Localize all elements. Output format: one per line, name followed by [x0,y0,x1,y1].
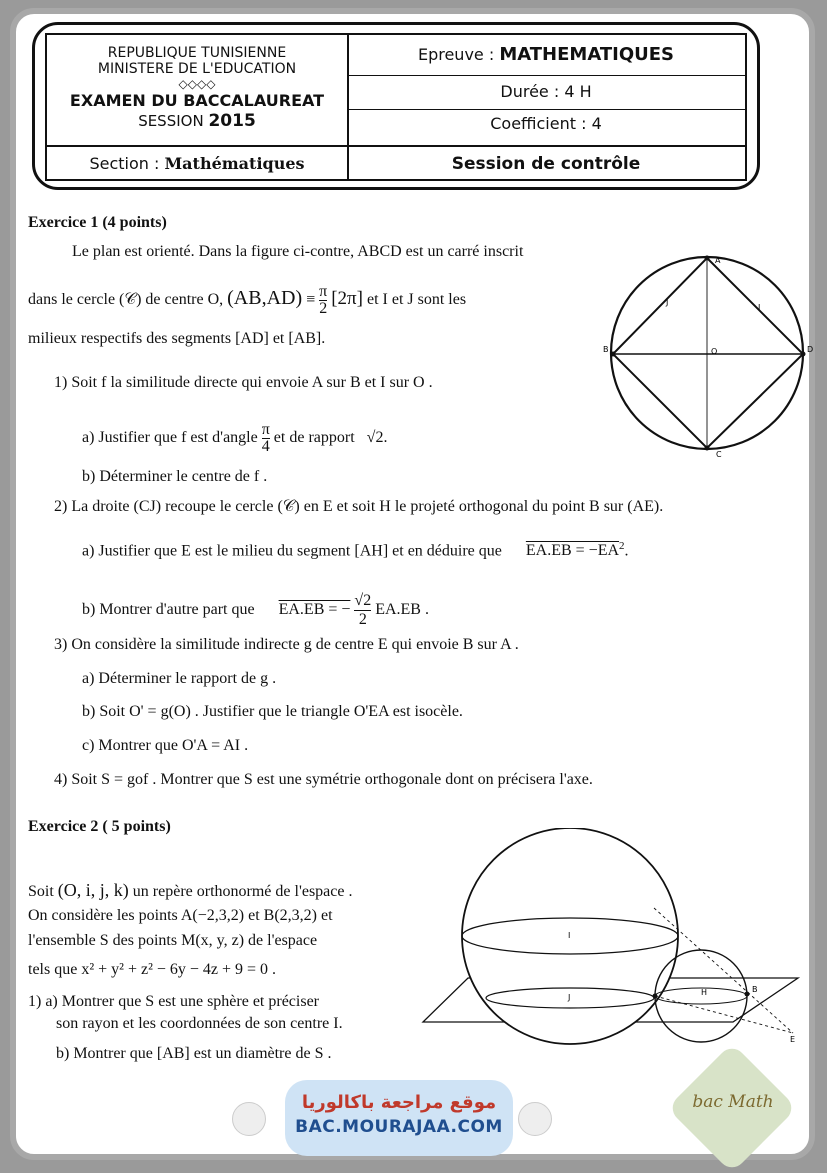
ex1-q1: 1) Soit f la similitude directe qui envoie A sur B et I sur O . [54,374,433,391]
epreuve-row [347,35,745,76]
ex1-q3c: c) Montrer que O'A = AI . [82,737,249,754]
q1a-den: 4 [261,438,270,455]
point-sphere-left [653,994,658,999]
session-label: SESSION [138,112,204,130]
q2b-lhs: EA.EB = − [278,601,351,619]
ex2-l1a: Soit [28,883,54,900]
point-b [611,352,616,357]
session-year: 2015 [208,111,256,131]
ex1-q2: 2) La droite (CJ) recoupe le cercle (𝒞) en E et soit H le projeté orthogonal du point B sur (AE). [54,498,664,515]
angle-vectors: (AB,AD) [227,287,303,310]
square-abcd [613,258,803,448]
sqrt-two: √2 [366,429,384,447]
header-left [47,35,349,145]
ex2-frame: (O, i, j, k) [57,880,129,900]
ex2-q1a-cont: son rayon et les coordonnées de son centre I. [56,1015,343,1032]
ex1-intro2c: et I et J sont les [366,291,467,309]
epreuve-value: MATHEMATIQUES [499,44,675,65]
ex2-line4: tels que x² + y² + z² − 6y − 4z + 9 = 0 . [28,961,277,978]
q1a-dot: . [383,429,388,447]
ex1-q1b: b) Déterminer le centre de f . [82,468,268,485]
q2a-dot: . [624,542,629,560]
ex1-q3: 3) On considère la similitude indirecte g de centre E qui envoie B sur A . [54,636,519,653]
q2a-exp: 2 [619,540,625,552]
header-right [347,35,745,145]
fraction-pi-2 [319,284,327,317]
ex1-q2a [82,540,629,560]
label-d: D [807,345,814,354]
fraction-den: 2 [319,300,328,317]
fraction-pi-4 [262,422,270,455]
point-d [801,352,806,357]
ex1-q3a: a) Déterminer le rapport de g . [82,670,277,687]
ex1-intro-line3: milieux respectifs des segments [AD] et [AB]. [28,330,326,347]
point-c [705,446,710,451]
label-o: O [711,347,718,356]
line-be-dashed [655,996,793,1033]
exam-line: EXAMEN DU BACCALAUREAT [69,91,325,110]
q2b-den: 2 [358,611,367,628]
ex1-intro2a: dans le cercle ( [28,291,125,309]
ministry-line: MINISTERE DE L'EDUCATION [97,61,297,77]
ex1-intro-line1: Le plan est orienté. Dans la figure ci-contre, ABCD est un carré inscrit [72,243,524,260]
point-b2 [745,992,750,997]
bac-math-text: bac Math [692,1092,774,1112]
ex1-q3b: b) Soit O' = g(O) . Justifier que le triangle O'EA est isocèle. [82,703,463,720]
q1a-post: et de rapport [273,429,355,447]
label-b: B [603,345,609,354]
ex2-q1a: 1) a) Montrer que S est une sphère et préciser [28,993,319,1010]
point-a [705,256,710,261]
coefficient-row: Coefficient : 4 [490,114,602,133]
ex1-q4: 4) Soit S = gof . Montrer que S est une symétrie orthogonale dont on précisera l'axe. [54,771,593,788]
q2a-expr: EA.EB = −EA [525,542,620,560]
site-url[interactable]: BAC.MOURAJAA.COM [295,1117,503,1137]
site-banner[interactable] [285,1080,513,1156]
q2b-rhs: EA.EB . [375,601,429,619]
epreuve-label: Epreuve : [417,45,495,64]
ex1-q2b [82,592,429,629]
fraction-num: π [319,283,328,300]
circle-symbol: 𝒞 [124,291,137,309]
ornament-line: ◇◇◇◇ [178,77,216,91]
label-j: J [666,298,669,307]
ex2-line2: On considère les points A(−2,3,2) et B(2,3,2) et [28,907,333,924]
fraction-sqrt2-2 [354,592,371,629]
exercise-2-title: Exercice 2 ( 5 points) [28,818,171,835]
label-e2: E [790,1035,796,1044]
site-logo-left [232,1102,266,1136]
modulo: [2π] [331,288,363,310]
section-cell [47,145,349,179]
q2a-pre: a) Justifier que E est le milieu du segment [AH] et en déduire que [82,542,502,560]
ex1-intro-line2 [28,284,466,317]
q1a-num: π [261,421,270,438]
equiv-sign: ≡ [306,291,316,309]
label-a: A [715,256,721,265]
label-h2: H [701,988,708,997]
republic-line: REPUBLIQUE TUNISIENNE [107,45,287,61]
q2b-pre: b) Montrer d'autre part que [82,601,255,619]
site-arabic-name: موقع مراجعة باكالوريا [301,1092,497,1113]
ex2-l1c: un repère orthonormé de l'espace . [132,883,353,900]
ex2-q1b: b) Montrer que [AB] est un diamètre de S . [56,1045,332,1062]
label-b2: B [752,985,758,994]
label-i2: I [568,931,571,940]
label-i: I [758,303,761,312]
figure-sphere [418,828,808,1060]
session-line [47,111,347,131]
session-type-cell: Session de contrôle [347,145,745,179]
header-table [45,33,747,181]
section-label: Section : [89,154,160,173]
ex2-line3: l'ensemble S des points M(x, y, z) de l'espace [28,932,318,949]
q2b-num: √2 [354,592,372,609]
ex2-line1 [28,880,352,901]
site-logo-right [518,1102,552,1136]
figure-square-in-circle [600,248,820,470]
ex1-intro2b: ) de centre O, [136,291,224,309]
label-c: C [716,450,722,459]
section-value: Mathématiques [164,154,305,173]
exercise-1-title: Exercice 1 (4 points) [28,214,167,231]
q1a-pre: a) Justifier que f est d'angle [82,429,258,447]
ex1-q1a [82,422,387,455]
label-j2: J [568,993,571,1002]
duree-row: Durée : 4 H [347,75,745,110]
